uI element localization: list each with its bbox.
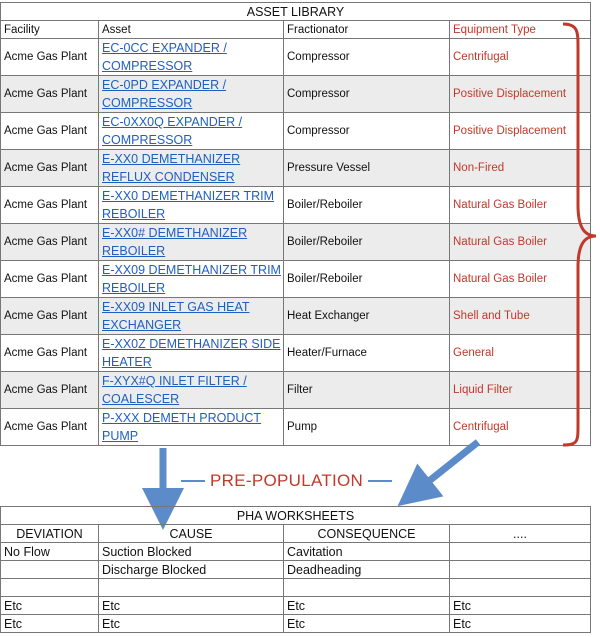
facility-cell: Acme Gas Plant <box>1 113 99 150</box>
asset-cell <box>99 187 284 224</box>
asset-link[interactable]: P-XXX DEMETH PRODUCT PUMP <box>102 411 262 443</box>
fractionator-cell: Pump <box>284 409 450 446</box>
asset-cell <box>99 372 284 409</box>
asset-library-table <box>0 2 591 446</box>
asset-library-header-row <box>1 21 591 39</box>
header-deviation: DEVIATION <box>1 525 99 543</box>
pha-worksheets-table <box>0 506 591 633</box>
asset-row <box>1 150 591 187</box>
asset-cell <box>99 113 284 150</box>
pha-row <box>1 615 591 633</box>
facility-cell: Acme Gas Plant <box>1 187 99 224</box>
asset-link[interactable]: E-XX0# DEMETHANIZER REBOILER <box>102 226 248 258</box>
facility-cell: Acme Gas Plant <box>1 261 99 298</box>
fractionator-cell: Compressor <box>284 39 450 76</box>
consequence-cell[interactable]: Cavitation <box>284 543 450 561</box>
deviation-cell[interactable]: No Flow <box>1 543 99 561</box>
equipment-type-cell: Centrifugal <box>450 39 591 76</box>
equipment-type-cell: Centrifugal <box>450 409 591 446</box>
header-more: .... <box>450 525 591 543</box>
pre-population-label: PRE-POPULATION <box>210 471 364 490</box>
fractionator-cell: Heat Exchanger <box>284 298 450 335</box>
asset-link[interactable]: E-XX09 DEMETHANIZER TRIM REBOILER <box>102 263 281 295</box>
header-fractionator: Fractionator <box>284 21 450 39</box>
more-cell[interactable] <box>450 561 591 579</box>
more-cell[interactable] <box>450 579 591 597</box>
facility-cell: Acme Gas Plant <box>1 298 99 335</box>
header-equipment-type: Equipment Type <box>450 21 591 39</box>
deviation-cell[interactable] <box>1 579 99 597</box>
asset-row <box>1 76 591 113</box>
cause-cell[interactable]: Etc <box>99 597 284 615</box>
equipment-type-cell: Positive Displacement <box>450 76 591 113</box>
header-facility: Facility <box>1 21 99 39</box>
asset-link[interactable]: E-XX09 INLET GAS HEAT EXCHANGER <box>102 300 250 332</box>
asset-cell <box>99 150 284 187</box>
header-asset: Asset <box>99 21 284 39</box>
asset-link[interactable]: E-XX0 DEMETHANIZER REFLUX CONDENSER <box>102 152 241 184</box>
pha-header-row <box>1 525 591 543</box>
facility-cell: Acme Gas Plant <box>1 335 99 372</box>
more-cell[interactable] <box>450 543 591 561</box>
equipment-type-cell: General <box>450 335 591 372</box>
cause-cell[interactable]: Suction Blocked <box>99 543 284 561</box>
asset-cell <box>99 76 284 113</box>
equipment-type-cell: Liquid Filter <box>450 372 591 409</box>
equipment-type-cell: Shell and Tube <box>450 298 591 335</box>
fractionator-cell: Boiler/Reboiler <box>284 187 450 224</box>
fractionator-cell: Pressure Vessel <box>284 150 450 187</box>
fractionator-cell: Boiler/Reboiler <box>284 261 450 298</box>
asset-link[interactable]: E-XX0 DEMETHANIZER TRIM REBOILER <box>102 189 275 221</box>
header-cause: CAUSE <box>99 525 284 543</box>
equipment-type-cell: Natural Gas Boiler <box>450 224 591 261</box>
asset-row <box>1 224 591 261</box>
diagonal-arrow <box>414 442 478 493</box>
cause-cell[interactable] <box>99 579 284 597</box>
consequence-cell[interactable]: Deadheading <box>284 561 450 579</box>
asset-link[interactable]: E-XX0Z DEMETHANIZER SIDE HEATER <box>102 337 281 369</box>
equipment-type-cell: Positive Displacement <box>450 113 591 150</box>
facility-cell: Acme Gas Plant <box>1 372 99 409</box>
deviation-cell[interactable]: Etc <box>1 615 99 633</box>
fractionator-cell: Filter <box>284 372 450 409</box>
more-cell[interactable]: Etc <box>450 615 591 633</box>
asset-row <box>1 335 591 372</box>
consequence-cell[interactable] <box>284 579 450 597</box>
asset-cell <box>99 409 284 446</box>
asset-row <box>1 187 591 224</box>
equipment-type-cell: Natural Gas Boiler <box>450 187 591 224</box>
asset-cell <box>99 224 284 261</box>
facility-cell: Acme Gas Plant <box>1 76 99 113</box>
pha-worksheets-title: PHA WORKSHEETS <box>1 507 591 525</box>
asset-row <box>1 39 591 76</box>
pha-row <box>1 561 591 579</box>
equipment-type-cell: Non-Fired <box>450 150 591 187</box>
asset-link[interactable]: EC-0PD EXPANDER / COMPRESSOR <box>102 78 227 110</box>
pha-row <box>1 579 591 597</box>
asset-library-title: ASSET LIBRARY <box>1 3 591 21</box>
asset-cell <box>99 298 284 335</box>
asset-link[interactable]: EC-0XX0Q EXPANDER / COMPRESSOR <box>102 115 243 147</box>
facility-cell: Acme Gas Plant <box>1 150 99 187</box>
more-cell[interactable]: Etc <box>450 597 591 615</box>
consequence-cell[interactable]: Etc <box>284 597 450 615</box>
asset-row <box>1 372 591 409</box>
fractionator-cell: Compressor <box>284 76 450 113</box>
deviation-cell[interactable]: Etc <box>1 597 99 615</box>
asset-cell <box>99 39 284 76</box>
fractionator-cell: Heater/Furnace <box>284 335 450 372</box>
cause-cell[interactable]: Discharge Blocked <box>99 561 284 579</box>
pha-row <box>1 597 591 615</box>
consequence-cell[interactable]: Etc <box>284 615 450 633</box>
facility-cell: Acme Gas Plant <box>1 39 99 76</box>
asset-row <box>1 409 591 446</box>
asset-row <box>1 113 591 150</box>
pha-row <box>1 543 591 561</box>
asset-cell <box>99 335 284 372</box>
asset-row <box>1 261 591 298</box>
equipment-type-cell: Natural Gas Boiler <box>450 261 591 298</box>
asset-link[interactable]: EC-0CC EXPANDER / COMPRESSOR <box>102 41 227 73</box>
asset-link[interactable]: F-XYX#Q INLET FILTER / COALESCER <box>102 374 247 406</box>
header-consequence: CONSEQUENCE <box>284 525 450 543</box>
deviation-cell[interactable] <box>1 561 99 579</box>
facility-cell: Acme Gas Plant <box>1 409 99 446</box>
asset-cell <box>99 261 284 298</box>
cause-cell[interactable]: Etc <box>99 615 284 633</box>
fractionator-cell: Compressor <box>284 113 450 150</box>
facility-cell: Acme Gas Plant <box>1 224 99 261</box>
asset-row <box>1 298 591 335</box>
fractionator-cell: Boiler/Reboiler <box>284 224 450 261</box>
